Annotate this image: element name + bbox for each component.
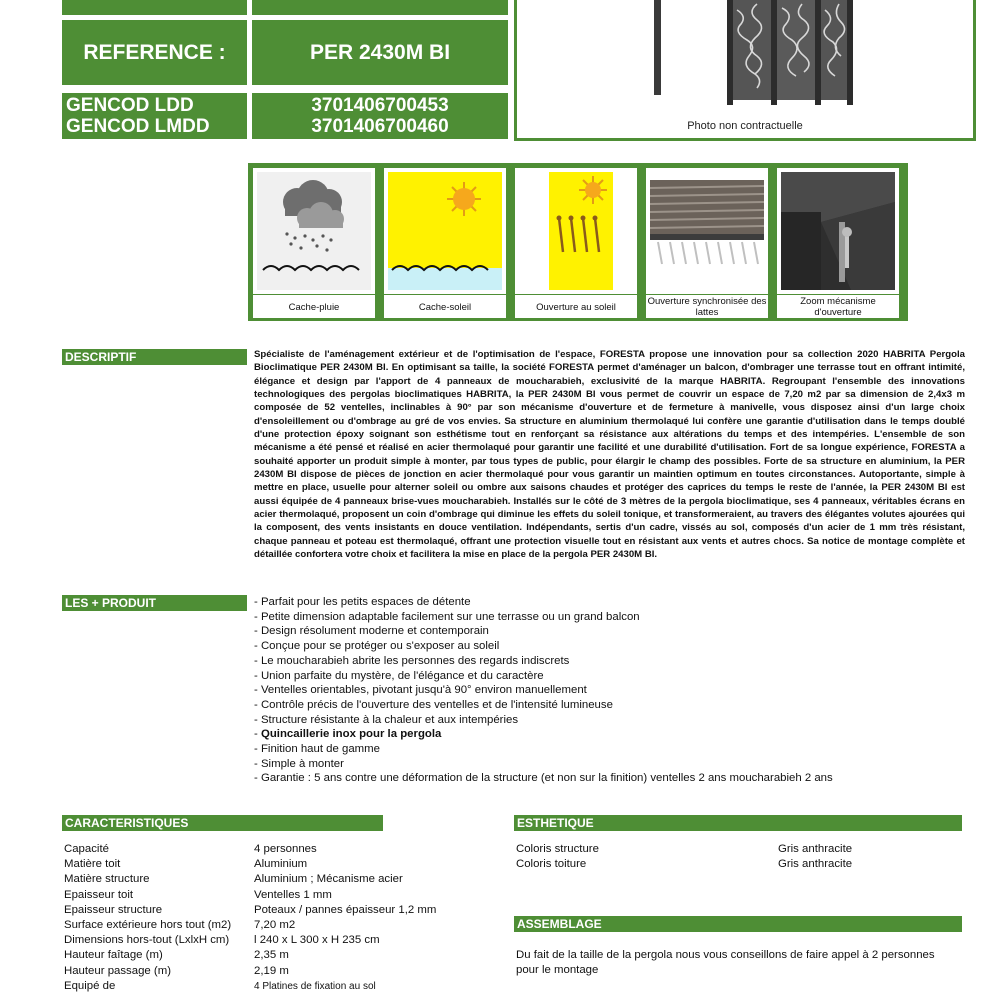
row-key: Capacité: [64, 843, 109, 855]
photo-caption: Photo non contractuelle: [687, 120, 803, 132]
gencod-ldd-label: GENCOD LDD: [66, 95, 194, 116]
section-title-esthetique: ESTHETIQUE: [514, 815, 962, 831]
louvres-photo: [650, 172, 764, 290]
gencod-lmdd-label: GENCOD LMDD: [66, 116, 210, 137]
feature-cache-pluie: [253, 168, 375, 318]
list-item: - Parfait pour les petits espaces de détente: [254, 596, 471, 608]
table-row: [64, 872, 436, 887]
list-item-bold: Quincaillerie inox pour la pergola: [260, 728, 442, 741]
row-value: 2,19 m: [254, 964, 289, 977]
table-row: [64, 964, 436, 979]
row-value: Aluminium ; Mécanisme acier: [254, 873, 403, 886]
list-item: - Quincaillerie inox pour la pergola: [254, 728, 442, 741]
list-item: - Structure résistante à la chaleur et aux intempéries: [254, 713, 519, 726]
list-item: - Contrôle précis de l'ouverture des ventelles et de l'intensité lumineuse: [254, 698, 613, 711]
list-item: - Garantie : 5 ans contre une déformation de la structure (et non sur la finition) ventelles 2 ans moucharabieh 2 ans: [254, 772, 833, 785]
esthetique-table: [516, 842, 852, 872]
table-row: [64, 857, 436, 872]
list-item: - Ventelles orientables, pivotant jusqu'à 90° environ manuellement: [254, 684, 587, 697]
row-value: Aluminium: [254, 858, 308, 871]
header-bar-right: [252, 0, 508, 15]
feature-cache-soleil: [384, 168, 506, 318]
table-row: [64, 933, 436, 948]
reference-label: REFERENCE :: [62, 20, 247, 85]
gencod-lmdd-value: 3701406700460: [311, 116, 449, 137]
table-row: [64, 903, 436, 918]
section-title-descriptif: DESCRIPTIF: [62, 349, 247, 365]
row-value: 2,35 m: [254, 949, 289, 962]
row-key: Hauteur passage (m): [64, 964, 171, 977]
row-value: Poteaux / pannes épaisseur 1,2 mm: [254, 903, 437, 916]
feature-ouverture-synchronisee: [646, 168, 768, 318]
table-row: [64, 842, 436, 857]
row-key: Epaisseur toit: [64, 888, 134, 901]
table-row: [64, 948, 436, 963]
pergola-illustration: [517, 0, 973, 110]
row-key: Epaisseur structure: [64, 903, 163, 916]
table-row: [516, 857, 852, 872]
table-row: [64, 979, 436, 994]
rain-cloud-icon: [257, 172, 371, 290]
gencod-values: [252, 93, 508, 139]
row-value: Gris anthracite: [778, 858, 853, 871]
feature-label: Cache-pluie: [253, 294, 375, 319]
header-bar-left: [62, 0, 247, 15]
feature-label: Cache-soleil: [384, 294, 506, 319]
reference-value: PER 2430M BI: [252, 20, 508, 85]
mechanism-photo: [781, 172, 895, 290]
feature-zoom-mecanisme: [777, 168, 899, 318]
feature-label: Ouverture synchronisée des lattes: [647, 296, 767, 318]
section-title-plus-produit: LES + PRODUIT: [62, 595, 247, 611]
row-key: Matière structure: [64, 873, 150, 886]
gencod-ldd-value: 3701406700453: [311, 95, 449, 116]
list-item: - Conçue pour se protéger ou s'exposer au soleil: [254, 640, 500, 653]
list-item: - Simple à monter: [254, 757, 344, 770]
list-item: - Union parfaite du mystère, de l'élégance et du caractère: [254, 669, 544, 682]
feature-ouverture-soleil: [515, 168, 637, 318]
section-title-assemblage: ASSEMBLAGE: [514, 916, 962, 932]
row-value: Gris anthracite: [778, 843, 853, 855]
table-row: [64, 888, 436, 903]
list-item: - Design résolument moderne et contemporain: [254, 625, 489, 638]
feature-label: Ouverture au soleil: [515, 294, 637, 319]
sun-louvres-icon: [519, 172, 633, 290]
plus-produit-list: [254, 595, 965, 786]
row-key: Surface extérieure hors tout (m2): [64, 919, 232, 932]
row-key: Hauteur faîtage (m): [64, 949, 163, 962]
table-row: [64, 918, 436, 933]
row-key: Coloris structure: [516, 843, 599, 855]
table-row: [516, 842, 852, 857]
gencod-labels: [62, 93, 247, 139]
features-strip: [248, 163, 908, 321]
row-value: 4 Platines de fixation au sol: [254, 980, 376, 992]
row-value: l 240 x L 300 x H 235 cm: [254, 934, 380, 947]
list-item: - Le moucharabieh abrite les personnes des regards indiscrets: [254, 654, 570, 667]
assemblage-text: Du fait de la taille de la pergola nous vous conseillons de faire appel à 2 personnes pour le montage: [516, 949, 935, 977]
row-value: Ventelles 1 mm: [254, 888, 332, 901]
row-key: Matière toit: [64, 858, 121, 871]
section-title-caracteristiques: CARACTERISTIQUES: [62, 815, 383, 831]
caracteristiques-table: [64, 842, 436, 994]
row-key: Dimensions hors-tout (LxlxH cm): [64, 934, 230, 947]
row-value: 7,20 m2: [254, 919, 296, 932]
product-photo: [514, 0, 976, 141]
list-item: - Finition haut de gamme: [254, 743, 380, 756]
descriptif-text: Spécialiste de l'aménagement extérieur et de l'optimisation de l'espace, FORESTA propose une innovation pour sa collection 2020 HABRITA Pergola Bioclimatique PER 2430M BI. En optimisant sa taille, la société FORESTA permet d'aménager un balcon, d'ombrager une terrasse tout en offrant intimité, élégance et design par l'apport de 4 panneaux de moucharabieh, exclusivité de la marque HABRITA. Regroupant l'ensemble des innovations technologiques des pergolas bioclimatiques HABRITA, la PER 2430M BI vous permet de couvrir un espace de 7,20 m2 par sa dimension de 2,4x3 m composée de 52 ventelles, inclinables à 90° par son mécanisme d'ouverture et de fermeture à manivelle, vous disposez ainsi d'un large choix d'ensoleillement ou d'ombrage au gré de vos envies. Sa structure en aluminium thermolaqué lui confère une garantie d'utilisation dans le temps doublé d'une protection époxy soignant son esthétisme tout en renforçant sa résistance aux altérations du temps et des intempéries. L'ensemble de son mécanisme a été pensé et réalisé en acier thermolaqué pour garantir une facilité et une durabilité d'utilisation. Fort de sa longue expérience, FORESTA a souhaité apporter un produit simple à monter, par tous types de public, pour élargir le champ des possibles. Forte de sa structure en aluminium, la PER 2430M BI dispose de pièces de jonction en acier thermolaqué pour vous garantir un maintien optimum en toutes circonstances. Autoportante, simple à mettre en place, usuelle pour alterner soleil ou ombre aux saisons chaudes et protéger des caprices du temps le reste de l'année, la PER 2430M BI est aussi équipée de 4 panneaux brise-vues moucharabieh. Installés sur le côté de 3 mètres de la pergola bioclimatique, ses 4 panneaux, véritables écrans en acier thermolaqué, proposent un coin d'ombrage qui diminue les effets du soleil tonique, et transformeraient, au travers des élégantes volutes ajourées qui la composent, des vents insistants en douce ventilation. Indépendants, sertis d'un cadre, vissés au sol, composés d'un acier de 1 mm très résistant, chaque panneau et poteau est thermolaqué, offrant une protection visuelle tout en résistant aux vents et autres chocs. Sa notice de montage complète et détaillée confortera votre choix et facilitera la mise en place de la pergola PER 2430M BI.: [254, 349, 965, 561]
sun-icon: [388, 172, 502, 290]
row-value: 4 personnes: [254, 843, 317, 855]
row-key: Coloris toiture: [516, 858, 587, 871]
row-key: Equipé de: [64, 979, 116, 992]
list-item: - Petite dimension adaptable facilement sur une terrasse ou un grand balcon: [254, 610, 640, 623]
feature-label: Zoom mécanisme d'ouverture: [777, 294, 899, 319]
